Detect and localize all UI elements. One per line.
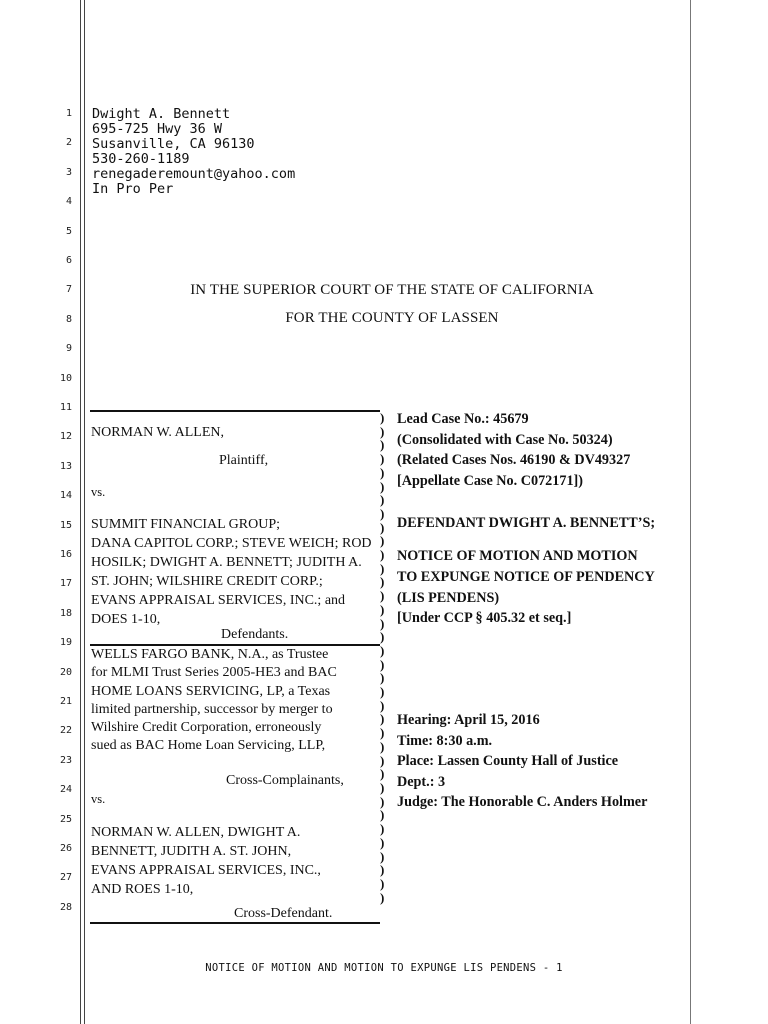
caption-paren: ) xyxy=(380,862,385,878)
document-party: DEFENDANT DWIGHT A. BENNETT’S; xyxy=(397,515,656,531)
line-number: 10 xyxy=(59,372,72,384)
cross-defendant-line: EVANS APPRAISAL SERVICES, INC., xyxy=(91,863,321,878)
line-number: 23 xyxy=(59,754,72,766)
cross-defendant-line: AND ROES 1-10, xyxy=(91,882,194,897)
cross-complainants-list xyxy=(91,646,337,756)
case-info-line: [Appellate Case No. C072171]) xyxy=(397,472,583,489)
defendants-line: EVANS APPRAISAL SERVICES, INC.; and xyxy=(91,593,346,608)
line-number: 11 xyxy=(59,402,72,413)
document-title-line: [Under CCP § 405.32 et seq.] xyxy=(397,610,572,627)
caption-paren: ) xyxy=(380,423,385,439)
left-margin-rule-outer xyxy=(80,0,81,1024)
attorney-address-1: 695-725 Hwy 36 W xyxy=(92,121,223,137)
page-footer: NOTICE OF MOTION AND MOTION TO EXPUNGE LIS PENDENS - 1 xyxy=(205,962,563,974)
caption-paren-column xyxy=(380,411,390,904)
line-number: 1 xyxy=(65,108,72,119)
caption-paren: ) xyxy=(380,642,385,658)
line-number: 6 xyxy=(65,255,72,266)
caption-paren: ) xyxy=(380,684,385,700)
caption-paren: ) xyxy=(380,848,385,864)
court-title-line-2: FOR THE COUNTY OF LASSEN xyxy=(285,310,499,326)
caption-paren: ) xyxy=(380,478,385,494)
cross-complainants-role: Cross-Complainants, xyxy=(226,773,344,788)
attorney-status: In Pro Per xyxy=(92,181,174,197)
caption-paren: ) xyxy=(380,807,385,823)
document-title-line: (LIS PENDENS) xyxy=(397,589,500,606)
caption-paren: ) xyxy=(380,505,385,521)
line-number: 19 xyxy=(59,637,72,649)
caption-paren: ) xyxy=(380,615,385,631)
case-info-line: Lead Case No.: 45679 xyxy=(397,411,529,427)
hearing-line: Place: Lassen County Hall of Justice xyxy=(397,753,619,770)
versus-1: vs. xyxy=(91,485,106,499)
cross-complainant-line: HOME LOANS SERVICING, LP, a Texas xyxy=(91,683,331,699)
document-title-line: NOTICE OF MOTION AND MOTION xyxy=(397,548,638,564)
line-number: 8 xyxy=(65,313,72,325)
caption-paren: ) xyxy=(380,725,385,741)
defendants-line: ST. JOHN; WILSHIRE CREDIT CORP.; xyxy=(91,574,323,589)
caption-paren: ) xyxy=(380,752,385,768)
line-number: 25 xyxy=(59,813,72,825)
court-title-line-1: IN THE SUPERIOR COURT OF THE STATE OF CALIFORNIA xyxy=(190,282,594,298)
caption-paren: ) xyxy=(380,547,385,563)
plaintiff-role: Plaintiff, xyxy=(219,453,269,468)
line-number: 22 xyxy=(59,725,72,737)
caption-paren: ) xyxy=(380,656,385,672)
line-number: 26 xyxy=(59,843,72,854)
caption-paren: ) xyxy=(380,779,385,795)
caption-paren: ) xyxy=(380,629,385,645)
caption-paren: ) xyxy=(380,464,385,480)
caption-paren: ) xyxy=(380,697,385,713)
case-info-block xyxy=(397,409,630,491)
line-number: 3 xyxy=(65,166,72,178)
defendants-line: HOSILK; DWIGHT A. BENNETT; JUDITH A. xyxy=(91,555,362,570)
line-number: 18 xyxy=(59,607,72,619)
defendants-line: SUMMIT FINANCIAL GROUP; xyxy=(91,517,281,532)
caption-paren: ) xyxy=(380,519,385,535)
case-info-line: (Consolidated with Case No. 50324) xyxy=(397,431,613,448)
attorney-address-2: Susanville, CA 96130 xyxy=(92,136,255,152)
cross-defendant-line: BENNETT, JUDITH A. ST. JOHN, xyxy=(91,844,292,859)
caption-paren: ) xyxy=(380,738,385,754)
cross-defendant-line: NORMAN W. ALLEN, DWIGHT A. xyxy=(91,825,301,840)
defendants-role: Defendants. xyxy=(221,627,289,642)
cross-complainant-line: Wilshire Credit Corporation, erroneously xyxy=(91,720,322,736)
caption-paren: ) xyxy=(380,601,385,617)
line-number: 16 xyxy=(59,549,72,560)
line-number: 5 xyxy=(65,225,72,237)
caption-paren: ) xyxy=(380,889,385,905)
line-number: 14 xyxy=(59,490,72,502)
attorney-block xyxy=(92,107,295,197)
line-number: 15 xyxy=(59,519,72,531)
line-number: 4 xyxy=(65,196,72,208)
defendants-line: DOES 1-10, xyxy=(91,612,161,627)
line-number: 27 xyxy=(59,872,72,884)
case-info-line: (Related Cases Nos. 46190 & DV49327 xyxy=(397,452,631,469)
hearing-block xyxy=(397,710,647,813)
caption-paren: ) xyxy=(380,588,385,604)
document-title-line: TO EXPUNGE NOTICE OF PENDENCY xyxy=(397,568,655,585)
left-margin-rule-inner xyxy=(84,0,85,1024)
right-margin-rule xyxy=(690,0,691,1024)
caption-paren: ) xyxy=(380,766,385,782)
defendants-line: DANA CAPITOL CORP.; STEVE WEICH; ROD xyxy=(91,536,372,551)
line-number: 20 xyxy=(59,666,72,678)
cross-defendants-list xyxy=(91,823,321,899)
caption-paren: ) xyxy=(380,793,385,809)
caption-paren: ) xyxy=(380,533,385,549)
line-number: 13 xyxy=(59,460,72,472)
cross-complainant-line: WELLS FARGO BANK, N.A., as Trustee xyxy=(91,647,329,662)
plaintiff-name: NORMAN W. ALLEN, xyxy=(91,425,225,440)
cross-complainant-line: limited partnership, successor by merger to xyxy=(91,701,333,717)
caption-paren: ) xyxy=(380,437,385,453)
line-number: 2 xyxy=(65,137,72,149)
line-number: 21 xyxy=(59,696,72,707)
caption-paren: ) xyxy=(380,670,385,686)
hearing-line: Hearing: April 15, 2016 xyxy=(397,712,540,728)
hearing-line: Judge: The Honorable C. Anders Holmer xyxy=(397,794,648,811)
caption-paren: ) xyxy=(380,821,385,837)
line-number: 7 xyxy=(65,284,72,296)
caption-paren: ) xyxy=(380,711,385,727)
attorney-email: renegaderemount@yahoo.com xyxy=(92,166,296,182)
defendants-list xyxy=(91,515,372,629)
attorney-phone: 530-260-1189 xyxy=(92,151,190,167)
line-number: 17 xyxy=(59,578,72,590)
attorney-name: Dwight A. Bennett xyxy=(92,106,231,122)
document-title-block xyxy=(397,546,655,629)
caption-top-rule xyxy=(90,410,380,412)
cross-defendant-role: Cross-Defendant. xyxy=(234,906,333,921)
line-number: 24 xyxy=(59,784,72,796)
line-number: 9 xyxy=(65,343,72,355)
line-number: 28 xyxy=(59,901,72,913)
versus-2: vs. xyxy=(91,792,106,806)
caption-paren: ) xyxy=(380,492,385,508)
caption-paren: ) xyxy=(380,451,385,467)
cross-complainant-line: for MLMI Trust Series 2005-HE3 and BAC xyxy=(91,665,337,681)
cross-complainant-line: sued as BAC Home Loan Servicing, LLP, xyxy=(91,738,326,754)
caption-paren: ) xyxy=(380,875,385,891)
caption-paren: ) xyxy=(380,560,385,576)
hearing-line: Time: 8:30 a.m. xyxy=(397,732,493,749)
line-number: 12 xyxy=(59,431,72,443)
hearing-line: Dept.: 3 xyxy=(397,773,446,790)
caption-paren: ) xyxy=(380,834,385,850)
caption-paren: ) xyxy=(380,410,385,425)
caption-paren: ) xyxy=(380,574,385,590)
